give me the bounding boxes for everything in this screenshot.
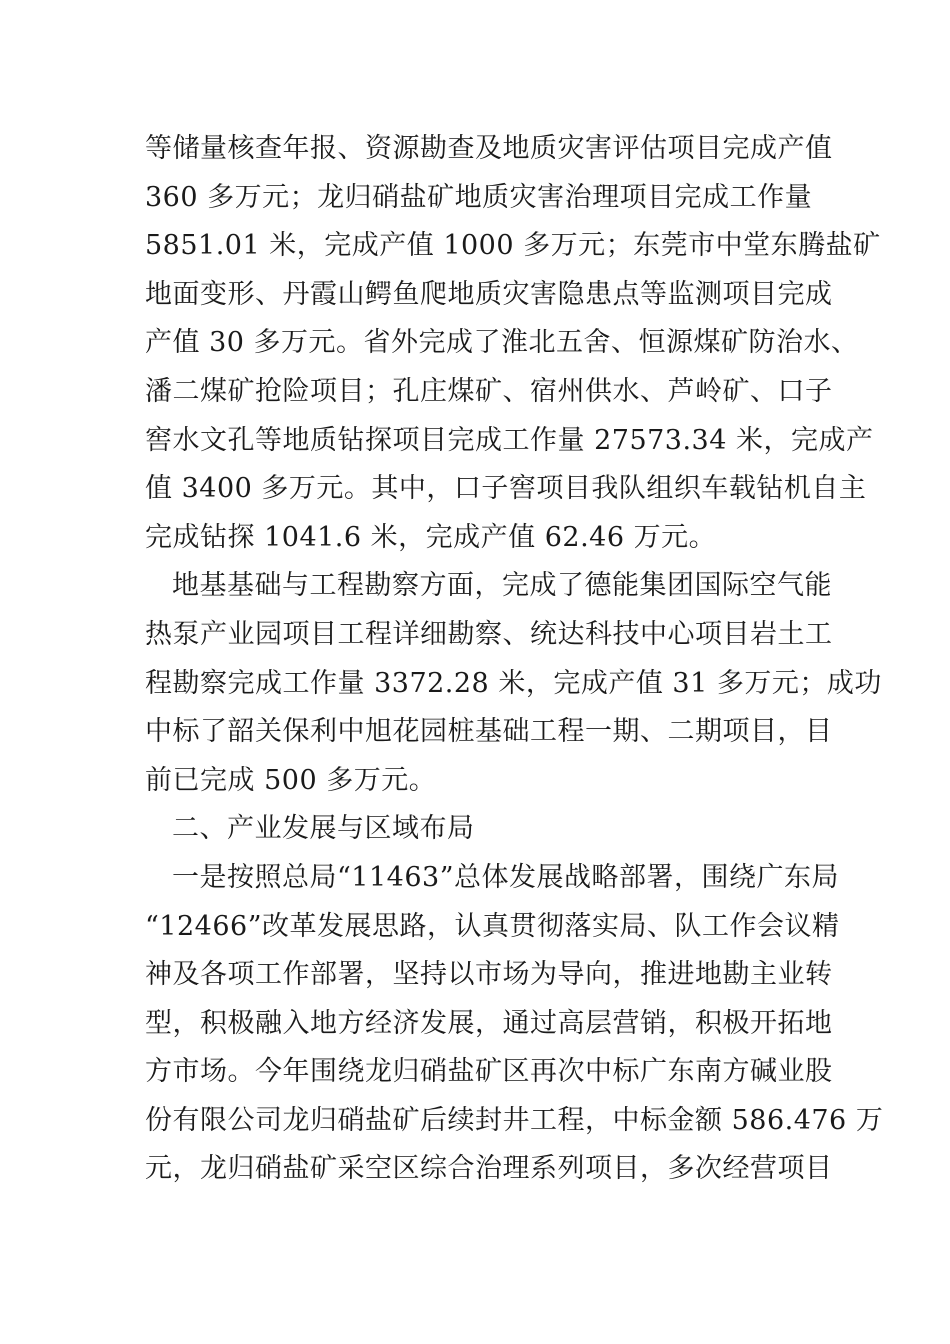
text-line: “12466”改革发展思路，认真贯彻落实局、队工作会议精 bbox=[145, 910, 840, 942]
text-line: 型，积极融入地方经济发展，通过高层营销，积极开拓地 bbox=[145, 1007, 833, 1039]
text-line: 方市场。今年围绕龙归硝盐矿区再次中标广东南方碱业股 bbox=[145, 1056, 833, 1088]
text-line: 程勘察完成工作量 3372.28 米，完成产值 31 多万元；成功 bbox=[145, 667, 882, 699]
text-line: 潘二煤矿抢险项目；孔庄煤矿、宿州供水、芦岭矿、口子 bbox=[145, 375, 833, 407]
text-line: 前已完成 500 多万元。 bbox=[145, 764, 437, 796]
text-line: 地面变形、丹霞山鳄鱼爬地质灾害隐患点等监测项目完成 bbox=[145, 278, 833, 310]
text-line: 中标了韶关保利中旭花园桩基础工程一期、二期项目，目 bbox=[145, 716, 833, 748]
text-line: 完成钻探 1041.6 米，完成产值 62.46 万元。 bbox=[145, 521, 717, 553]
text-line: 5851.01 米，完成产值 1000 多万元；东莞市中堂东腾盐矿 bbox=[145, 230, 881, 262]
text-line: 元，龙归硝盐矿采空区综合治理系列项目，多次经营项目 bbox=[145, 1153, 833, 1185]
text-line: 一是按照总局“11463”总体发展战略部署，围绕广东局 bbox=[172, 861, 839, 893]
text-line: 窖水文孔等地质钻探项目完成工作量 27573.34 米，完成产 bbox=[145, 424, 874, 456]
text-line: 地基基础与工程勘察方面，完成了德能集团国际空气能 bbox=[172, 570, 832, 602]
text-line: 份有限公司龙归硝盐矿后续封井工程，中标金额 586.476 万 bbox=[145, 1104, 884, 1136]
text-line: 热泵产业园项目工程详细勘察、统达科技中心项目岩土工 bbox=[145, 618, 833, 650]
text-line: 神及各项工作部署，坚持以市场为导向，推进地勘主业转 bbox=[145, 959, 833, 991]
text-line: 产值 30 多万元。省外完成了淮北五舍、恒源煤矿防治水、 bbox=[145, 327, 859, 359]
document-body bbox=[145, 125, 884, 1194]
text-line: 等储量核查年报、资源勘查及地质灾害评估项目完成产值 bbox=[145, 133, 833, 164]
text-line: 值 3400 多万元。其中，口子窖项目我队组织车载钻机自主 bbox=[145, 473, 867, 505]
text-line: 360 多万元；龙归硝盐矿地质灾害治理项目完成工作量 bbox=[145, 181, 813, 213]
text-line: 二、产业发展与区域布局 bbox=[172, 813, 475, 845]
